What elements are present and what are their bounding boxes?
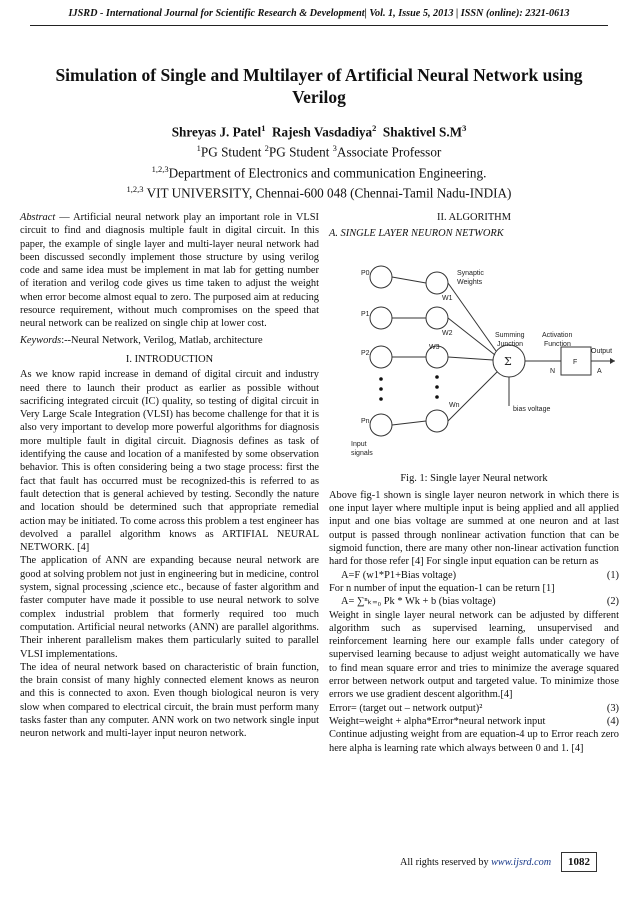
author-roles — [0, 140, 638, 160]
role-1-sup: 1 — [196, 143, 201, 154]
abstract-label: Abstract — [20, 212, 56, 223]
university-line — [0, 181, 638, 201]
algo-paragraph-1: Above fig-1 shown is single layer neuron network in which there is one input layer where multiple input is being applied and all applied input and one bias voltage are summed at one neuron and at last output is passed through nonlinear activation function that can be sigmoid function, there are many other non-linear activation function hard for those refer [4] For single input equation can be return as — [329, 489, 619, 568]
intro-paragraph-3: The idea of neural network based on characteristic of brain function, the brain consist of many highly connected element knows as neuron and this is connected to axon. Even though biological neuron is very slow when compared to electrical circuit, the brain must perform many tasks faster than any computer. ANN work on two network single input neuron network and multi-layer input neuron network. — [20, 661, 319, 740]
equation-4 — [329, 715, 619, 728]
author-2-sup: 2 — [372, 123, 377, 133]
role-2-sup: 2 — [264, 143, 269, 154]
intro-paragraph-1: As we know rapid increase in demand of digital circuit and industry need there to launch their product as earlier as possible without sacrificing integrated circuit (IC) quality, so testing of digital circuit in Very Large Scale Integration (VLSI) has become challenge for that it is also very important to develop more powerful algorithms for diagnosis more multiple fault in digital circuit. Diagnosis defines as task of identifying the cause and location of a manifested by some observation behavior. This is often considering being a two stage process: first the fact that fault has occurred must be recognized-this is referred to as fault detection that is general achieved by testing. Secondly the nature and location should be determined such that appropriate remedial action may be initiated. To come across this problem a test engineer has devolved a parallel algorithm knows as ARTIFIAL NEURAL NETWORK. [4] — [20, 369, 319, 554]
weight-node-1 — [426, 272, 448, 294]
label-function: Function — [544, 340, 571, 348]
weight-node-2 — [426, 307, 448, 329]
paper-title: Simulation of Single and Multilayer of Artificial Neural Network using Verilog — [55, 65, 583, 107]
label-activation: Activation — [542, 331, 573, 339]
role-1: PG Student — [200, 144, 265, 160]
input-node-pn — [370, 414, 392, 436]
equation-1 — [329, 569, 619, 582]
uni-sup: 1,2,3 — [126, 184, 144, 195]
label-junction: Junction — [497, 340, 524, 348]
equation-1-text: A=F (w1*P1+Bias voltage) — [341, 569, 457, 581]
role-3-sup: 3 — [332, 143, 337, 154]
algo-paragraph-3: Weight in single layer neural network can be adjusted by different algorithm such as supervised learning, unsupervised and reinforcement learning here our example falls under category of supervised learning because to adjust weight automatically we have to find mean square error and tries to minimize the average squared error between network output and targeted value. To minimize those errors we use gradient descent algorithm.[4] — [329, 609, 619, 701]
label-f: F — [573, 358, 578, 366]
author-1-sup: 1 — [261, 123, 266, 133]
algo-paragraph-2: For n number of input the equation-1 can be return [1] — [329, 582, 555, 594]
label-w2: W2 — [442, 329, 453, 337]
label-w3: W3 — [429, 343, 440, 351]
keywords-label: Keywords — [20, 334, 62, 346]
label-p1: P1 — [361, 310, 370, 318]
header-rule — [30, 25, 608, 26]
algo-paragraph-4: Continue adjusting weight from are equation-4 up to Error reach zero here alpha is learning rate which always between 0 and 1. [4] — [329, 729, 619, 754]
page-number: 1082 — [561, 852, 597, 872]
right-column — [329, 211, 619, 755]
label-input: Input — [351, 440, 367, 448]
footer-rights-text: All rights reserved by — [400, 857, 492, 868]
input-node-p0 — [370, 266, 392, 288]
intro-paragraph-2: The application of ANN are expanding because neural network are good at solving problem not just in engineering but in medicine, control system, signal processing ,science etc., because of faster algorithm and faster computer have made it possible to use neural network to solve complex industrial problem that formerly required too much computation. Artificial neural networks (ANN) are parallel algorithms. Their inherent parallelism makes them particularly suited to parallel VLSI implementations. — [20, 555, 319, 660]
label-output: Output — [591, 347, 613, 355]
author-names — [0, 120, 638, 140]
left-column — [20, 211, 319, 741]
equation-4-number: (4) — [606, 715, 619, 727]
equation-2-text: A= ∑ⁿₖ₌₀ Pk * Wk + b (bias voltage) — [341, 596, 496, 608]
equation-2 — [329, 595, 619, 608]
department: Department of Electronics and communication Engineering. — [168, 165, 487, 181]
dept-sup: 1,2,3 — [151, 163, 169, 174]
keywords-text: :--Neural Network, Verilog, Matlab, architecture — [61, 334, 263, 346]
label-a: A — [597, 367, 602, 375]
label-weights: Weights — [457, 278, 483, 286]
equation-2-number: (2) — [606, 596, 619, 608]
input-node-p2 — [370, 346, 392, 368]
abstract-text: — Artificial neural network play an important role in VLSI circuit to find and diagnosis multiple fault in digital circuit. In this paper, the example of single layer and multi-layer neural network had been discussed secondly implement those structure by using verilog code and same idea must be implement in mat lab for getting number of iteration and verilog code gives us time taken to adjust the weight when error become almost equal to zero. The purposed aim at reducing resource requirement, without much compromises on the speed that neural network can be realized on single chip at lower cost. — [20, 212, 319, 330]
keywords — [20, 334, 319, 347]
department-line — [0, 161, 638, 181]
label-synaptic: Synaptic — [457, 269, 484, 277]
author-3: Shaktivel S.M — [382, 124, 463, 140]
equation-4-text: Weight=weight + alpha*Error*neural network input — [329, 715, 546, 727]
neural-network-diagram — [329, 261, 619, 466]
author-2: Rajesh Vasdadiya — [272, 124, 373, 140]
label-summing: Summing — [495, 331, 525, 339]
footer-url[interactable]: www.ijsrd.com — [491, 857, 552, 868]
author-block — [0, 120, 638, 202]
equation-3-text: Error= (target out – network output)² — [329, 702, 483, 714]
footer-rights — [400, 857, 551, 868]
university: VIT UNIVERSITY, Chennai-600 048 (Chennai-Tamil Nadu-INDIA) — [143, 185, 512, 201]
equation-3 — [329, 702, 619, 715]
input-node-p1 — [370, 307, 392, 329]
label-sigma: Σ — [504, 354, 512, 368]
figure-1-caption: Fig. 1: Single layer Neural network — [400, 472, 548, 484]
author-1: Shreyas J. Patel — [171, 124, 262, 140]
label-p0: P0 — [361, 269, 370, 277]
figure-1 — [329, 261, 619, 466]
label-pn: Pn — [361, 417, 370, 425]
abstract — [20, 211, 319, 331]
equation-3-number: (3) — [606, 702, 619, 714]
running-head: IJSRD - International Journal for Scientific Research & Development| Vol. 1, Issue 5, 2013 | ISSN (online): 2321-0613 — [68, 8, 570, 19]
label-signals: signals — [351, 449, 373, 457]
role-2: PG Student — [268, 144, 333, 160]
section-1-heading: I. INTRODUCTION — [125, 353, 214, 365]
label-w1: W1 — [442, 294, 453, 302]
subsection-a-heading: A. SINGLE LAYER NEURON NETWORK — [329, 228, 504, 240]
role-3: Associate Professor — [336, 144, 442, 160]
label-n: N — [550, 367, 556, 375]
label-wn: Wn — [449, 401, 460, 409]
label-bias: bias voltage — [513, 405, 551, 413]
section-2-heading: II. ALGORITHM — [437, 212, 511, 223]
author-3-sup: 3 — [462, 123, 467, 133]
label-p2: P2 — [361, 349, 370, 357]
equation-1-number: (1) — [606, 569, 619, 581]
weight-node-n — [426, 410, 448, 432]
